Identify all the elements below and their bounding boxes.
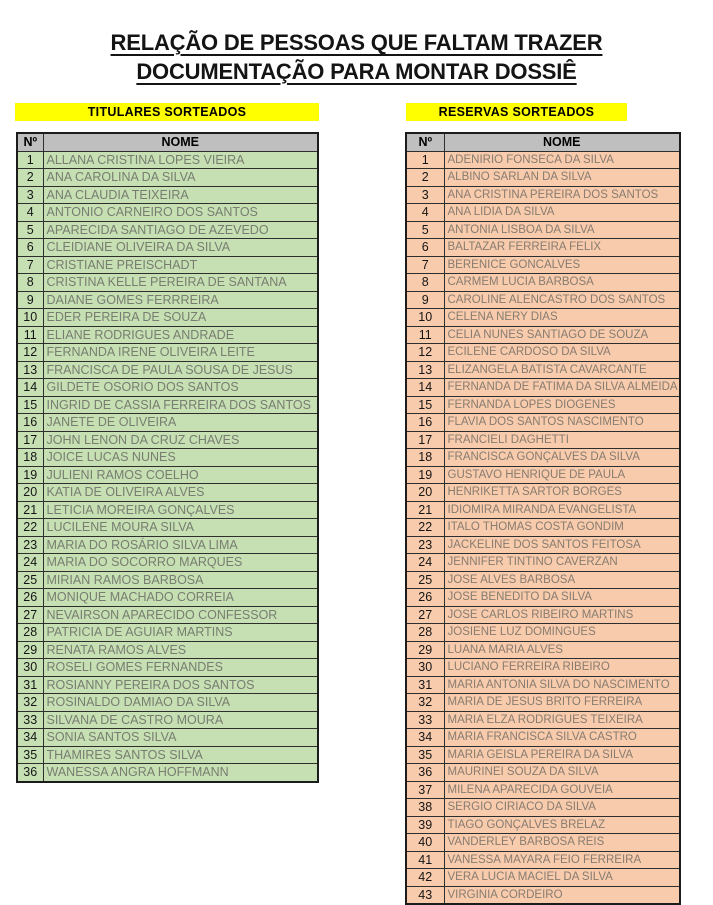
row-name: MARIA GEISLA PEREIRA DA SILVA <box>444 746 680 764</box>
table-row <box>17 274 318 292</box>
row-number: 34 <box>406 729 444 747</box>
row-name: JANETE DE OLIVEIRA <box>43 414 318 432</box>
row-number: 24 <box>406 554 444 572</box>
table-row <box>406 676 680 694</box>
row-name: THAMIRES SANTOS SILVA <box>43 746 318 764</box>
row-name: ELIANE RODRIGUES ANDRADE <box>43 326 318 344</box>
row-number: 11 <box>406 326 444 344</box>
row-name: SILVANA DE CASTRO MOURA <box>43 711 318 729</box>
row-number: 8 <box>406 274 444 292</box>
row-name: FRANCISCA DE PAULA SOUSA DE JESUS <box>43 361 318 379</box>
table-row <box>17 186 318 204</box>
titulares-table <box>16 132 319 783</box>
row-name: FRANCISCA GONÇALVES DA SILVA <box>444 449 680 467</box>
section-header-reservas: RESERVAS SORTEADOS <box>406 103 627 121</box>
column-header-name: NOME <box>444 133 680 151</box>
row-number: 28 <box>17 624 43 642</box>
row-number: 14 <box>406 379 444 397</box>
row-name: JOICE LUCAS NUNES <box>43 449 318 467</box>
row-number: 23 <box>17 536 43 554</box>
column-header-number: Nº <box>406 133 444 151</box>
table-row <box>406 851 680 869</box>
row-name: ANA LIDIA DA SILVA <box>444 204 680 222</box>
row-name: CLEIDIANE OLIVEIRA DA SILVA <box>43 239 318 257</box>
table-row <box>406 449 680 467</box>
row-name: ALBINO SARLAN DA SILVA <box>444 169 680 187</box>
row-number: 30 <box>406 659 444 677</box>
row-name: EDER PEREIRA DE SOUZA <box>43 309 318 327</box>
row-name: ROSINALDO DAMIAO DA SILVA <box>43 694 318 712</box>
row-name: FLAVIA DOS SANTOS NASCIMENTO <box>444 414 680 432</box>
table-row <box>406 291 680 309</box>
row-name: LUCIANO FERREIRA RIBEIRO <box>444 659 680 677</box>
header-row <box>406 133 680 151</box>
reservas-table-body <box>406 151 680 904</box>
row-name: CRISTIANE PREISCHADT <box>43 256 318 274</box>
table-row <box>406 221 680 239</box>
table-row <box>406 256 680 274</box>
row-number: 21 <box>406 501 444 519</box>
row-number: 30 <box>17 659 43 677</box>
row-name: MARIA ANTONIA SILVA DO NASCIMENTO <box>444 676 680 694</box>
table-row <box>406 764 680 782</box>
row-number: 27 <box>406 606 444 624</box>
row-number: 10 <box>406 309 444 327</box>
column-header-name: NOME <box>43 133 318 151</box>
table-row <box>17 204 318 222</box>
table-row <box>406 536 680 554</box>
table-row <box>17 466 318 484</box>
row-name: NEVAIRSON APARECIDO CONFESSOR <box>43 606 318 624</box>
row-name: JULIENI RAMOS COELHO <box>43 466 318 484</box>
table-row <box>406 239 680 257</box>
row-number: 15 <box>17 396 43 414</box>
table-row <box>17 746 318 764</box>
document-title-line2: DOCUMENTAÇÃO PARA MONTAR DOSSIÊ <box>136 59 577 85</box>
table-row <box>406 186 680 204</box>
row-name: MIRIAN RAMOS BARBOSA <box>43 571 318 589</box>
row-name: LUANA MARIA ALVES <box>444 641 680 659</box>
row-name: GUSTAVO HENRIQUE DE PAULA <box>444 466 680 484</box>
row-name: MAURINEI SOUZA DA SILVA <box>444 764 680 782</box>
table-row <box>406 519 680 537</box>
table-row <box>17 309 318 327</box>
row-number: 6 <box>406 239 444 257</box>
table-row <box>406 344 680 362</box>
table-row <box>406 641 680 659</box>
section-header-titulares: TITULARES SORTEADOS <box>15 103 319 121</box>
table-row <box>406 834 680 852</box>
table-row <box>17 519 318 537</box>
row-name: ANA CRISTINA PEREIRA DOS SANTOS <box>444 186 680 204</box>
row-number: 17 <box>17 431 43 449</box>
row-number: 25 <box>17 571 43 589</box>
table-row <box>17 694 318 712</box>
row-name: SONIA SANTOS SILVA <box>43 729 318 747</box>
row-number: 8 <box>17 274 43 292</box>
row-number: 41 <box>406 851 444 869</box>
table-row <box>406 169 680 187</box>
row-number: 1 <box>406 151 444 169</box>
row-name: ANTONIO CARNEIRO DOS SANTOS <box>43 204 318 222</box>
row-name: MARIA FRANCISCA SILVA CASTRO <box>444 729 680 747</box>
row-number: 40 <box>406 834 444 852</box>
row-name: MARIA DE JESUS BRITO FERREIRA <box>444 694 680 712</box>
row-name: MILENA APARECIDA GOUVEIA <box>444 781 680 799</box>
row-number: 9 <box>17 291 43 309</box>
row-name: BERENICE GONCALVES <box>444 256 680 274</box>
table-row <box>17 659 318 677</box>
row-name: TIAGO GONÇALVES BRELAZ <box>444 816 680 834</box>
row-number: 25 <box>406 571 444 589</box>
table-row <box>406 711 680 729</box>
row-number: 20 <box>17 484 43 502</box>
row-name: VANDERLEY BARBOSA REIS <box>444 834 680 852</box>
table-row <box>406 396 680 414</box>
row-name: FERNANDA LOPES DIOGENES <box>444 396 680 414</box>
row-number: 11 <box>17 326 43 344</box>
row-name: BALTAZAR FERREIRA FELIX <box>444 239 680 257</box>
table-row <box>17 729 318 747</box>
row-name: CELIA NUNES SANTIAGO DE SOUZA <box>444 326 680 344</box>
table-row <box>406 554 680 572</box>
table-row <box>17 641 318 659</box>
row-name: MONIQUE MACHADO CORREIA <box>43 589 318 607</box>
row-number: 21 <box>17 501 43 519</box>
row-name: ADENIRIO FONSECA DA SILVA <box>444 151 680 169</box>
row-number: 22 <box>406 519 444 537</box>
table-row <box>17 256 318 274</box>
row-number: 24 <box>17 554 43 572</box>
table-row <box>17 711 318 729</box>
table-row <box>406 571 680 589</box>
table-row <box>17 326 318 344</box>
table-row <box>17 431 318 449</box>
table-row <box>17 571 318 589</box>
table-row <box>17 764 318 782</box>
row-name: JOSE ALVES BARBOSA <box>444 571 680 589</box>
table-row <box>406 151 680 169</box>
row-number: 18 <box>17 449 43 467</box>
row-number: 5 <box>17 221 43 239</box>
row-number: 7 <box>406 256 444 274</box>
titulares-table-body <box>17 151 318 782</box>
table-row <box>17 151 318 169</box>
row-number: 13 <box>406 361 444 379</box>
row-number: 19 <box>406 466 444 484</box>
reservas-table-header <box>406 133 680 151</box>
column-header-number: Nº <box>17 133 43 151</box>
row-number: 17 <box>406 431 444 449</box>
row-number: 20 <box>406 484 444 502</box>
row-number: 33 <box>17 711 43 729</box>
row-number: 12 <box>406 344 444 362</box>
row-name: CRISTINA KELLE PEREIRA DE SANTANA <box>43 274 318 292</box>
document-title <box>0 28 713 86</box>
table-row <box>17 449 318 467</box>
row-name: LUCILENE MOURA SILVA <box>43 519 318 537</box>
row-name: APARECIDA SANTIAGO DE AZEVEDO <box>43 221 318 239</box>
table-row <box>17 239 318 257</box>
row-number: 5 <box>406 221 444 239</box>
row-name: ANA CLAUDIA TEIXEIRA <box>43 186 318 204</box>
row-number: 15 <box>406 396 444 414</box>
table-row <box>406 589 680 607</box>
table-row <box>17 606 318 624</box>
row-name: MARIA DO ROSÁRIO SILVA LIMA <box>43 536 318 554</box>
row-number: 2 <box>17 169 43 187</box>
row-name: ALLANA CRISTINA LOPES VIEIRA <box>43 151 318 169</box>
row-name: INGRID DE CASSIA FERREIRA DOS SANTOS <box>43 396 318 414</box>
row-number: 36 <box>17 764 43 782</box>
table-row <box>406 781 680 799</box>
row-number: 37 <box>406 781 444 799</box>
row-name: RENATA RAMOS ALVES <box>43 641 318 659</box>
row-number: 22 <box>17 519 43 537</box>
row-number: 14 <box>17 379 43 397</box>
row-name: ROSELI GOMES FERNANDES <box>43 659 318 677</box>
row-name: JOSIENE LUZ DOMINGUES <box>444 624 680 642</box>
row-number: 34 <box>17 729 43 747</box>
row-number: 33 <box>406 711 444 729</box>
row-name: ANTONIA LISBOA DA SILVA <box>444 221 680 239</box>
row-number: 3 <box>406 186 444 204</box>
row-name: JENNIFER TINTINO CAVERZAN <box>444 554 680 572</box>
row-name: CELENA NERY DIAS <box>444 309 680 327</box>
table-row <box>406 484 680 502</box>
table-row <box>17 396 318 414</box>
row-number: 2 <box>406 169 444 187</box>
row-number: 42 <box>406 869 444 887</box>
row-name: FERNANDA IRENE OLIVEIRA LEITE <box>43 344 318 362</box>
row-number: 13 <box>17 361 43 379</box>
row-name: ECILENE CARDOSO DA SILVA <box>444 344 680 362</box>
table-row <box>17 589 318 607</box>
table-row <box>406 869 680 887</box>
table-row <box>406 379 680 397</box>
table-row <box>17 414 318 432</box>
table-row <box>17 221 318 239</box>
row-name: VANESSA MAYARA FEIO FERREIRA <box>444 851 680 869</box>
row-name: JOSE CARLOS RIBEIRO MARTINS <box>444 606 680 624</box>
row-number: 16 <box>17 414 43 432</box>
table-row <box>17 484 318 502</box>
table-row <box>17 624 318 642</box>
row-name: ELIZANGELA BATISTA CAVARCANTE <box>444 361 680 379</box>
row-number: 35 <box>406 746 444 764</box>
row-name: JACKELINE DOS SANTOS FEITOSA <box>444 536 680 554</box>
row-name: ANA CAROLINA DA SILVA <box>43 169 318 187</box>
table-row <box>17 344 318 362</box>
row-name: GILDETE OSORIO DOS SANTOS <box>43 379 318 397</box>
table-row <box>406 326 680 344</box>
table-row <box>17 361 318 379</box>
row-name: HENRIKETTA SARTOR BORGES <box>444 484 680 502</box>
document-title-line1: RELAÇÃO DE PESSOAS QUE FALTAM TRAZER <box>110 30 603 55</box>
row-name: ROSIANNY PEREIRA DOS SANTOS <box>43 676 318 694</box>
row-number: 39 <box>406 816 444 834</box>
row-name: CAROLINE ALENCASTRO DOS SANTOS <box>444 291 680 309</box>
row-number: 36 <box>406 764 444 782</box>
row-name: MARIA DO SOCORRO MARQUES <box>43 554 318 572</box>
row-number: 27 <box>17 606 43 624</box>
row-name: MARIA ELZA RODRIGUES TEIXEIRA <box>444 711 680 729</box>
row-number: 16 <box>406 414 444 432</box>
row-name: SERGIO CIRIACO DA SILVA <box>444 799 680 817</box>
table-row <box>17 536 318 554</box>
table-row <box>406 606 680 624</box>
table-row <box>406 431 680 449</box>
row-number: 19 <box>17 466 43 484</box>
row-number: 6 <box>17 239 43 257</box>
row-number: 3 <box>17 186 43 204</box>
table-row <box>406 799 680 817</box>
row-number: 7 <box>17 256 43 274</box>
table-row <box>406 466 680 484</box>
table-row <box>17 379 318 397</box>
table-row <box>406 309 680 327</box>
row-number: 23 <box>406 536 444 554</box>
row-number: 28 <box>406 624 444 642</box>
row-number: 31 <box>406 676 444 694</box>
row-number: 4 <box>17 204 43 222</box>
row-number: 32 <box>406 694 444 712</box>
row-name: DAIANE GOMES FERRREIRA <box>43 291 318 309</box>
table-row <box>406 886 680 904</box>
table-row <box>406 659 680 677</box>
table-row <box>17 291 318 309</box>
table-row <box>406 694 680 712</box>
row-number: 10 <box>17 309 43 327</box>
row-number: 4 <box>406 204 444 222</box>
row-number: 12 <box>17 344 43 362</box>
header-row <box>17 133 318 151</box>
row-number: 43 <box>406 886 444 904</box>
row-number: 32 <box>17 694 43 712</box>
reservas-table <box>405 132 681 905</box>
row-number: 31 <box>17 676 43 694</box>
table-row <box>406 204 680 222</box>
row-name: PATRICIA DE AGUIAR MARTINS <box>43 624 318 642</box>
table-row <box>406 501 680 519</box>
table-row <box>17 169 318 187</box>
row-name: JOHN LENON DA CRUZ CHAVES <box>43 431 318 449</box>
row-name: LETICIA MOREIRA GONÇALVES <box>43 501 318 519</box>
row-number: 18 <box>406 449 444 467</box>
table-row <box>406 361 680 379</box>
table-row <box>406 624 680 642</box>
table-row <box>17 554 318 572</box>
table-row <box>17 676 318 694</box>
table-row <box>406 414 680 432</box>
row-number: 26 <box>406 589 444 607</box>
table-row <box>406 816 680 834</box>
row-number: 9 <box>406 291 444 309</box>
row-name: ITALO THOMAS COSTA GONDIM <box>444 519 680 537</box>
row-name: FRANCIELI DAGHETTI <box>444 431 680 449</box>
row-number: 35 <box>17 746 43 764</box>
row-number: 29 <box>17 641 43 659</box>
row-name: JOSE BENEDITO DA SILVA <box>444 589 680 607</box>
row-name: VERA LUCIA MACIEL DA SILVA <box>444 869 680 887</box>
row-number: 29 <box>406 641 444 659</box>
table-row <box>406 746 680 764</box>
row-number: 1 <box>17 151 43 169</box>
titulares-table-header <box>17 133 318 151</box>
row-name: WANESSA ANGRA HOFFMANN <box>43 764 318 782</box>
table-row <box>17 501 318 519</box>
table-row <box>406 274 680 292</box>
table-row <box>406 729 680 747</box>
row-name: KATIA DE OLIVEIRA ALVES <box>43 484 318 502</box>
row-name: IDIOMIRA MIRANDA EVANGELISTA <box>444 501 680 519</box>
row-name: VIRGINIA CORDEIRO <box>444 886 680 904</box>
row-name: FERNANDA DE FATIMA DA SILVA ALMEIDA <box>444 379 680 397</box>
row-name: CARMEM LUCIA BARBOSA <box>444 274 680 292</box>
row-number: 26 <box>17 589 43 607</box>
row-number: 38 <box>406 799 444 817</box>
